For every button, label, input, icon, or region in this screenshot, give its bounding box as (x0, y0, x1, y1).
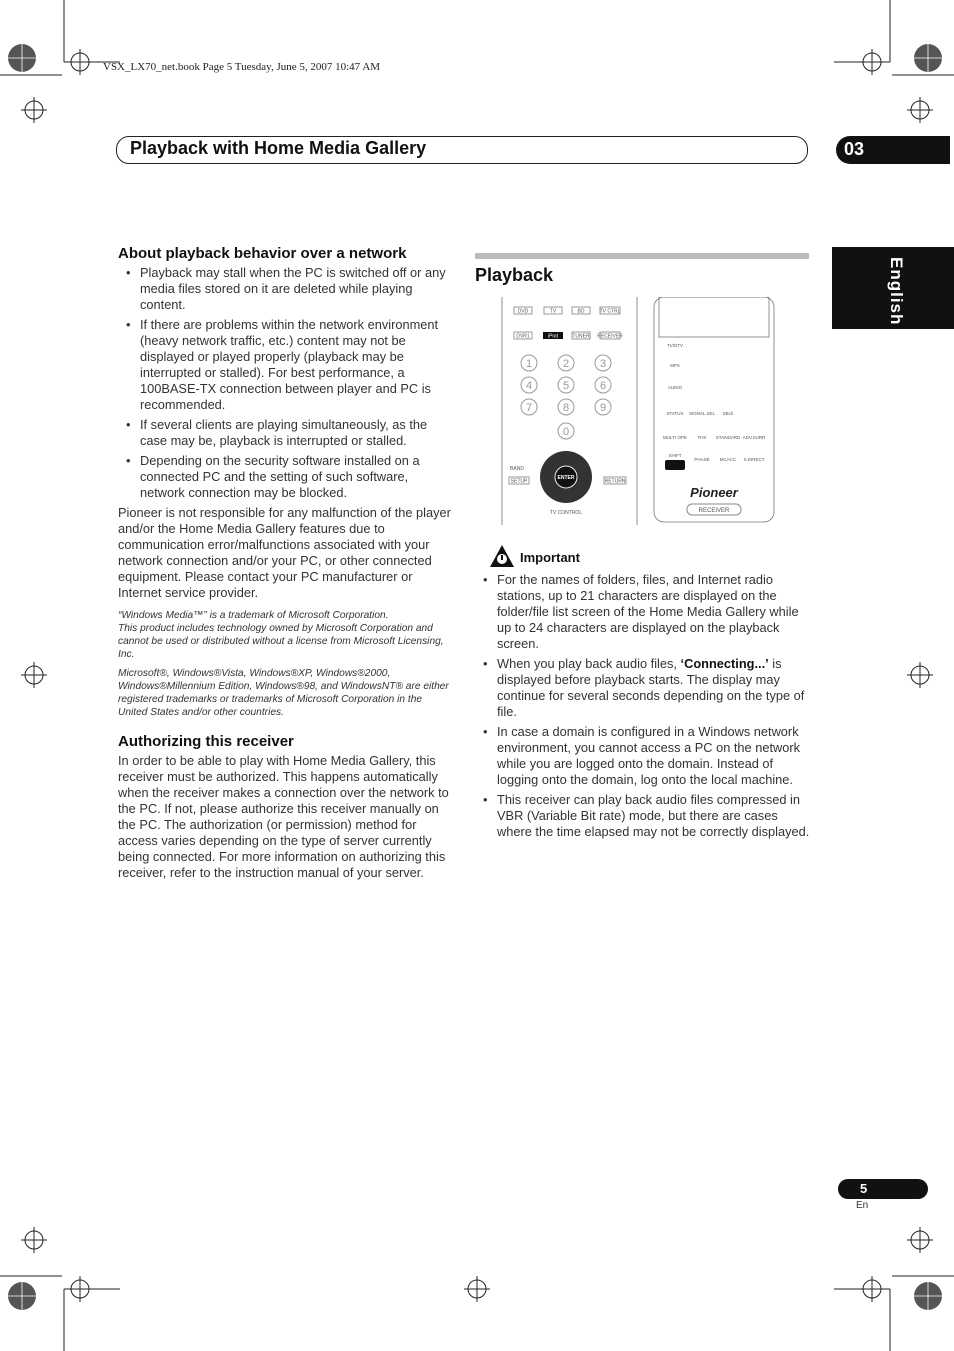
remote-digit: 4 (525, 380, 533, 392)
list-item: • If there are problems within the network environment (heavy network traffic, etc.) content may not be displayed or played properly (playback may be interrupted or stalled). For best performance, a 100BASE-TX connection between player and PC is recommended. (118, 317, 452, 413)
chapter-number: 03 (844, 139, 865, 159)
remote-label: DVR1 (516, 333, 530, 340)
list-item-text: In case a domain is configured in a Windows network environment, you cannot access a PC on the network while you are logged onto the domain. Instead of logging onto the domain, log onto the local machine. (497, 724, 801, 787)
remote-label: SBch (722, 411, 734, 416)
remote-label: S.DIRECT (743, 457, 765, 462)
remote-label: MCACC (719, 457, 737, 462)
trademark-note: This product includes technology owned by Microsoft Corporation and cannot be used or distributed without a license from Microsoft Licensing, Inc. (118, 623, 444, 660)
important-list-container (475, 572, 811, 844)
remote-tv-control-label: TV CONTROL (549, 510, 583, 516)
remote-label: RECEIVER (597, 333, 623, 340)
list-item (475, 792, 811, 840)
language-tab (832, 247, 954, 329)
remote-label: THX (697, 435, 707, 440)
remote-label: TUNER (572, 333, 590, 340)
remote-label: TV CTRL (599, 308, 621, 315)
important-title: Important (520, 550, 580, 565)
list-item: • If several clients are playing simultaneously, as the case may be, playback is interrupted or stalled. (118, 417, 452, 449)
remote-digit: 9 (599, 402, 607, 414)
disclaimer-paragraph: Pioneer is not responsible for any malfunction of the player and/or the Home Media Gallery features due to communication error/malfunctions associated with your network connection and/or your PC, or other connected equipment. Please contact your PC manufacturer or Internet service provider. (118, 505, 451, 600)
trademark-note: “Windows Media™” is a trademark of Microsoft Corporation. (118, 610, 389, 621)
page-number: 5 (860, 1181, 868, 1196)
remote-label: PHASE (694, 457, 710, 462)
list-item: • Depending on the security software installed on a connected PC and the setting of such software, network connection may be blocked. (118, 453, 452, 501)
remote-label: MPX (670, 363, 680, 368)
section-rule (475, 253, 809, 259)
remote-band-label: BAND (510, 466, 524, 472)
list-item (475, 572, 811, 652)
remote-label: STANDARD (715, 435, 741, 440)
list-item (475, 724, 811, 788)
remote-digit: 2 (562, 358, 570, 370)
remote-digit: 3 (599, 358, 607, 370)
list-item-text: This receiver can play back audio files compressed in VBR (Variable Bit rate) mode, but there are cases where the time elapsed may not be correctly displayed. (497, 792, 810, 839)
list-item-text: is displayed before playback starts. The display may continue for several seconds depending on the type of file. (497, 656, 805, 719)
remote-label: SHIFT (668, 453, 682, 458)
remote-label: iPod (547, 333, 559, 340)
about-list (118, 265, 452, 501)
remote-digit: 1 (525, 358, 533, 370)
remote-setup-label: SETUP (510, 478, 528, 485)
list-item (475, 656, 811, 720)
remote-label: DVD (517, 308, 529, 315)
remote-label: MULTI OPE (663, 435, 687, 440)
remote-digit: 5 (562, 380, 570, 392)
list-item-bold: ‘Connecting...’ (680, 656, 769, 671)
remote-brand-logo: Pioneer (690, 485, 738, 500)
important-list (475, 572, 811, 840)
print-info: VSX_LX70_net.book Page 5 Tuesday, June 5, 2007 10:47 AM (103, 61, 381, 73)
authorizing-heading: Authorizing this receiver (118, 733, 294, 750)
trademark-note: Microsoft®, Windows®Vista, Windows®XP, Windows®2000, Windows®Millennium Edition, Windows®98, and WindowsNT® are either registered trademarks or trademarks of Microsoft Corporation in the United States and/or other countries. (118, 668, 449, 718)
list-item-text: For the names of folders, files, and Internet radio stations, up to 21 characters are displayed on the folder/file list screen of the Home Media Gallery while up to 24 characters are displayed on the playback screen. (497, 572, 799, 651)
chapter-badge (836, 136, 950, 164)
remote-digit: 0 (562, 426, 570, 438)
page-number-badge (838, 1179, 928, 1199)
remote-label: AUDIO (667, 385, 683, 390)
remote-digit: 8 (562, 402, 570, 414)
page-title: Playback with Home Media Gallery (130, 138, 427, 158)
playback-heading: Playback (475, 265, 554, 285)
remote-label: SIGNAL SEL (688, 411, 716, 416)
remote-label: STATUS (666, 411, 684, 416)
remote-control-illustration (499, 297, 779, 525)
remote-enter-label: ENTER (557, 475, 575, 481)
remote-label: BD (577, 308, 585, 315)
left-column (118, 246, 452, 881)
authorizing-paragraph: In order to be able to play with Home Media Gallery, this receiver must be authorized. This happens automatically when the receiver makes a connection over the network to the PC. If not, please authorize this receiver manually on the PC. The authorization (or permission) method for access varies depending on the type of server currently being connected. For more information on authorizing this receiver, refer to the instruction manual of your server. (118, 753, 449, 880)
remote-label: TV (549, 308, 557, 315)
remote-digit: 7 (525, 402, 533, 414)
important-warning-icon (489, 544, 515, 568)
language-label: English (887, 257, 906, 326)
list-item-text: When you play back audio files, (497, 656, 681, 671)
remote-return-label: RETURN (604, 478, 626, 485)
remote-receiver-label: RECEIVER (698, 508, 730, 514)
list-item: • Playback may stall when the PC is switched off or any media files stored on it are deleted while playing content. (118, 265, 452, 313)
remote-label: TV/DTV (666, 343, 684, 348)
remote-label: ADV.SURR (742, 435, 766, 440)
remote-digit: 6 (599, 380, 607, 392)
page-language-code: En (856, 1200, 869, 1211)
about-heading: About playback behavior over a network (118, 245, 407, 262)
